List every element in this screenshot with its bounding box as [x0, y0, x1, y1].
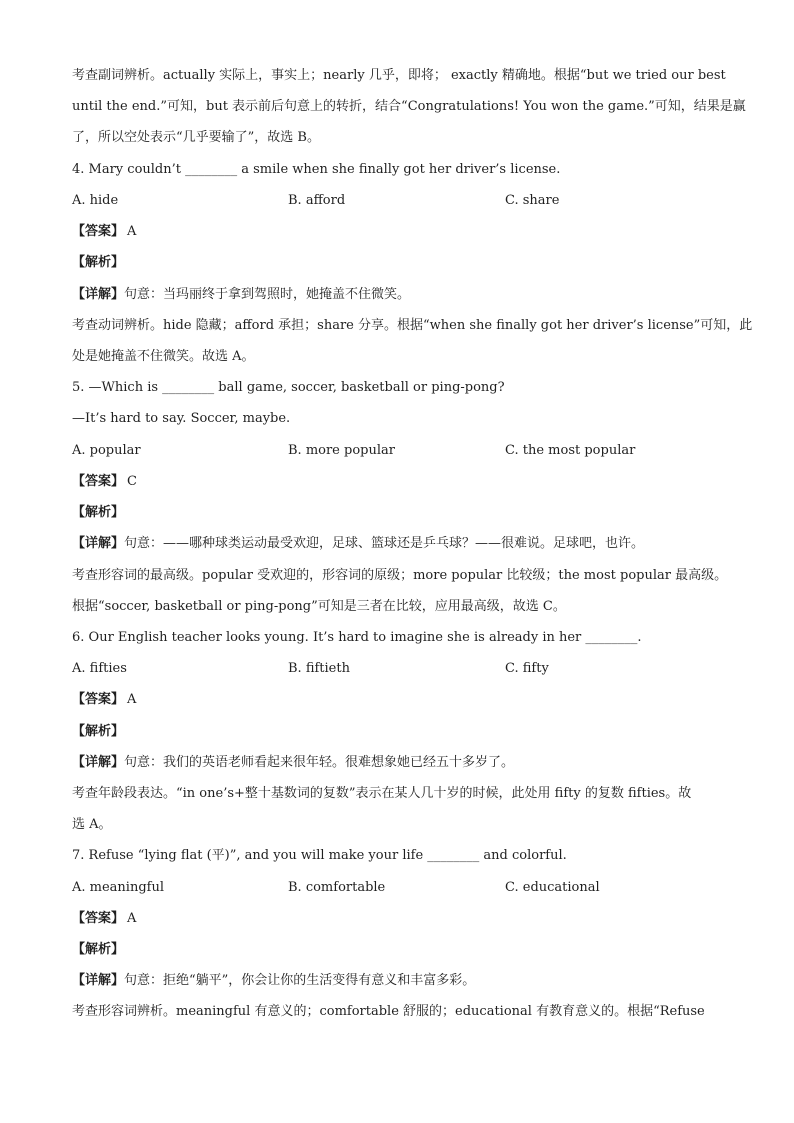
- analysis-row: [72, 254, 124, 272]
- detail-text: 句意：当玛丽终于拿到驾照时，她掩盖不住微笑。: [124, 287, 411, 302]
- option-c: C. fifty: [505, 661, 549, 676]
- analysis-row: [72, 504, 124, 522]
- analysis-label: 【解析】: [72, 724, 125, 739]
- option-c: C. share: [505, 193, 560, 208]
- text-line: until the end.”可知，but 表示前后句意上的转折，结合“Congratulations! You won the game.”可知，结果是赢: [72, 99, 746, 114]
- explain-line: 考查形容词的最高级。popular 受欢迎的，形容词的原级；more popular 比较级；the most popular 最高级。: [72, 568, 728, 583]
- option-b: B. more popular: [288, 443, 395, 458]
- question-stem: 4. Mary couldn’t ________ a smile when she finally got her driver’s license.: [72, 162, 561, 177]
- explain-line: 考查动词辨析。hide 隐藏；afford 承担；share 分享。根据“when she finally got her driver’s license”可知，此: [72, 318, 753, 333]
- option-b: B. afford: [288, 193, 346, 208]
- analysis-label: 【解析】: [72, 255, 125, 270]
- answer-row: [72, 910, 136, 928]
- answer-value: A: [127, 911, 137, 926]
- text-line: 了，所以空处表示“几乎要输了”，故选 B。: [72, 130, 320, 145]
- option-c: C. educational: [505, 880, 600, 895]
- analysis-row: [72, 941, 124, 959]
- answer-row: [72, 691, 136, 709]
- explain-line: 根据“soccer, basketball or ping-pong”可知是三者在比较，应用最高级，故选 C。: [72, 599, 566, 614]
- option-a: A. fifties: [72, 661, 127, 676]
- option-a: A. meaningful: [72, 880, 164, 895]
- explain-line: 选 A。: [72, 817, 112, 832]
- answer-label: 【答案】: [72, 911, 125, 926]
- question-stem: 6. Our English teacher looks young. It’s hard to imagine she is already in her ________.: [72, 630, 642, 645]
- detail-label: 【详解】: [72, 973, 125, 988]
- option-b: B. comfortable: [288, 880, 386, 895]
- detail-row: [72, 972, 475, 990]
- question-stem: 7. Refuse “lying flat (平)”, and you will make your life ________ and colorful.: [72, 848, 567, 863]
- option-a: A. hide: [72, 193, 119, 208]
- detail-label: 【详解】: [72, 536, 125, 551]
- detail-row: [72, 754, 514, 772]
- analysis-label: 【解析】: [72, 942, 125, 957]
- option-b: B. fiftieth: [288, 661, 350, 676]
- text-line: 考查副词辨析。actually 实际上，事实上；nearly 几乎，即将； exactly 精确地。根据“but we tried our best: [72, 68, 726, 83]
- answer-value: A: [127, 224, 137, 239]
- analysis-row: [72, 723, 124, 741]
- explain-line: 考查年龄段表达。“in one’s+整十基数词的复数”表示在某人几十岁的时候，此处用 fifty 的复数 fifties。故: [72, 786, 692, 801]
- analysis-label: 【解析】: [72, 505, 125, 520]
- answer-row: [72, 473, 137, 491]
- explain-line: 处是她掩盖不住微笑。故选 A。: [72, 349, 255, 364]
- question-stem-reply: —It’s hard to say. Soccer, maybe.: [72, 411, 291, 426]
- option-c: C. the most popular: [505, 443, 636, 458]
- answer-label: 【答案】: [72, 474, 125, 489]
- answer-value: C: [127, 474, 137, 489]
- answer-label: 【答案】: [72, 692, 125, 707]
- detail-text: 句意：——哪种球类运动最受欢迎，足球、篮球还是乒乓球？——很难说。足球吧，也许。: [124, 536, 645, 551]
- question-stem: 5. —Which is ________ ball game, soccer, basketball or ping-pong?: [72, 380, 505, 395]
- detail-text: 句意：拒绝“躺平”，你会让你的生活变得有意义和丰富多彩。: [124, 973, 476, 988]
- answer-value: A: [127, 692, 137, 707]
- detail-row: [72, 535, 644, 553]
- answer-row: [72, 223, 136, 241]
- explain-line: 考查形容词辨析。meaningful 有意义的；comfortable 舒服的；educational 有教育意义的。根据“Refuse: [72, 1004, 705, 1019]
- detail-text: 句意：我们的英语老师看起来很年轻。很难想象她已经五十多岁了。: [124, 755, 515, 770]
- option-a: A. popular: [72, 443, 141, 458]
- detail-label: 【详解】: [72, 755, 125, 770]
- detail-row: [72, 286, 410, 304]
- answer-label: 【答案】: [72, 224, 125, 239]
- detail-label: 【详解】: [72, 287, 125, 302]
